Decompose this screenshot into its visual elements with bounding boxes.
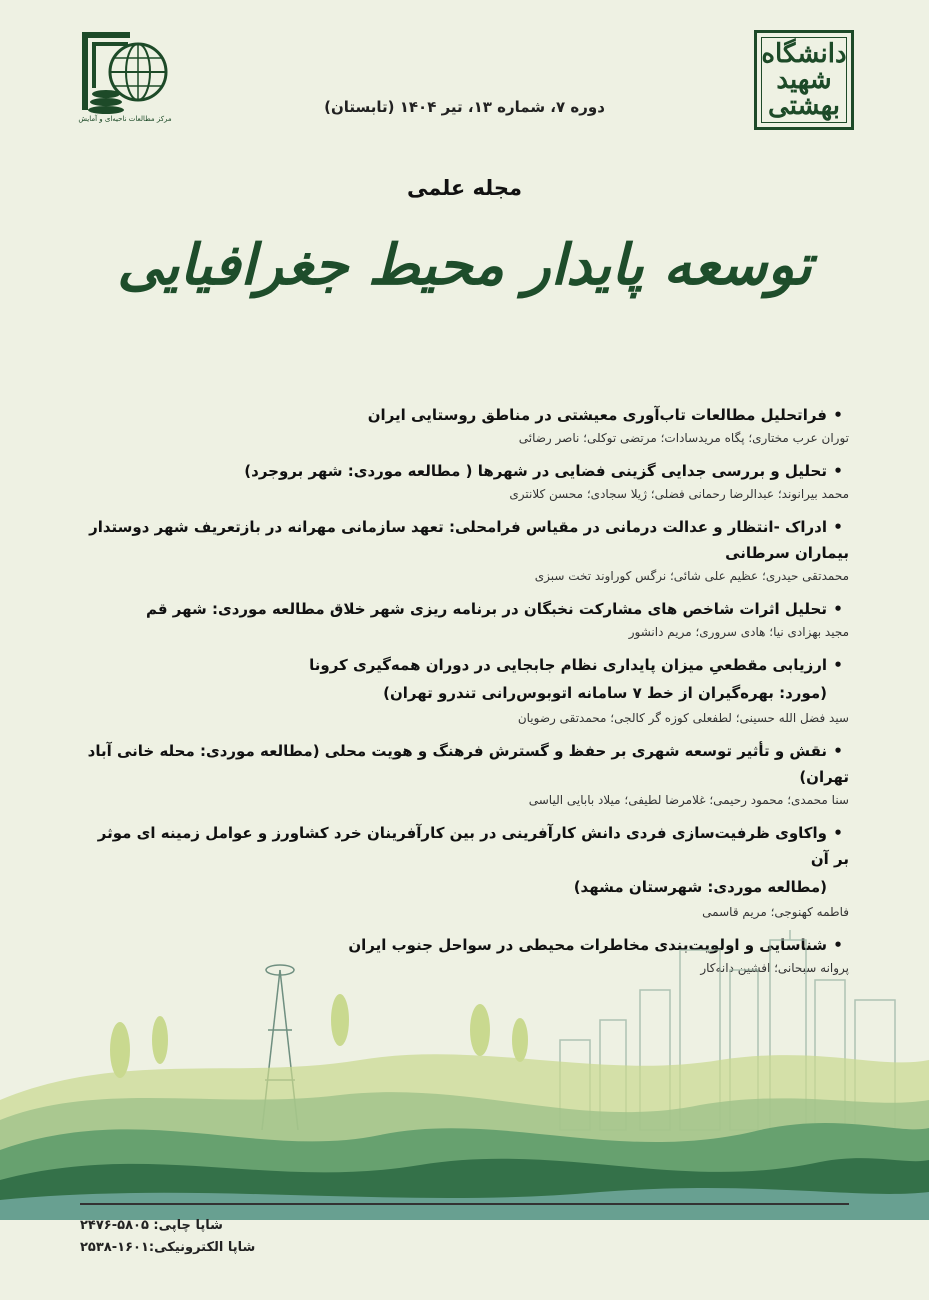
bullet-icon: • xyxy=(833,656,843,674)
article-authors: مجید بهزادی نیا؛ هادی سروری؛ مریم دانشور xyxy=(628,625,849,639)
article-title: •واکاوی ظرفیت‌سازی فردی دانش کارآفرینی در بین کارآفرینان خرد کشاورز و عوامل زمینه ای موثر بر آن xyxy=(79,820,849,872)
table-of-contents xyxy=(79,402,849,988)
article-title: •تحلیل اثرات شاخص های مشارکت نخبگان در برنامه ریزی شهر خلاق مطالعه موردی: شهر قم xyxy=(79,596,849,622)
article-title: •ادراک -انتظار و عدالت درمانی در مقیاس فرامحلی: تعهد سازمانی مهرانه در بازتعریف شهر دوستدار بیماران سرطانی xyxy=(79,514,849,566)
article-title: •ارزیابی مقطعیِ میزان پایداری نظام جابجایی در دوران همه‌گیری کرونا xyxy=(79,652,849,678)
bullet-icon: • xyxy=(833,406,843,424)
bullet-icon: • xyxy=(833,742,843,760)
electronic-issn: شاپا الکترونیکی:۱۶۰۱-۲۵۳۸ xyxy=(80,1240,256,1255)
bullet-icon: • xyxy=(833,518,843,536)
article-entry xyxy=(79,820,849,922)
article-authors: سنا محمدی؛ محمود رحیمی؛ غلامرضا لطیفی؛ میلاد بابایی الیاسی xyxy=(528,793,849,807)
issn-block xyxy=(80,1215,255,1259)
article-entry xyxy=(79,652,849,728)
article-entry xyxy=(79,738,849,810)
journal-title: توسعه پایدار محیط جغرافیایی xyxy=(117,232,812,298)
article-authors: فاطمه کهنوجی؛ مریم قاسمی xyxy=(702,905,849,919)
bullet-icon: • xyxy=(833,936,843,954)
logo-caption: مرکز مطالعات ناحیه‌ای و آمایش xyxy=(78,115,172,123)
print-issn: شاپا چاپی: ۵۸۰۵-۲۴۷۶ xyxy=(80,1218,223,1233)
footer-divider xyxy=(80,1203,849,1205)
article-title: •فراتحلیل مطالعات تاب‌آوری معیشتی در مناطق روستایی ایران xyxy=(79,402,849,428)
issue-info: دوره ۷، شماره ۱۳، تیر ۱۴۰۴ (تابستان) xyxy=(324,98,605,116)
article-subtitle: (مطالعه موردی: شهرستان مشهد) xyxy=(573,878,827,896)
bullet-icon: • xyxy=(833,824,843,842)
article-authors: محمد بیرانوند؛ عبدالرضا رحمانی فضلی؛ ژیلا سجادی؛ محسن کلانتری xyxy=(509,487,849,501)
article-authors: توران عرب مختاری؛ پگاه مریدسادات؛ مرتضی توکلی؛ ناصر رضائی xyxy=(518,431,849,445)
article-title: •شناسایی و اولویت‌بندی مخاطرات محیطی در سواحل جنوب ایران xyxy=(79,932,849,958)
article-authors: سید فضل الله حسینی؛ لطفعلی کوزه گر کالجی؛ محمدتقی رضویان xyxy=(517,711,849,725)
landscape-illustration xyxy=(0,930,929,1220)
article-authors: پروانه سبحانی؛ افشین دانه‌کار xyxy=(700,961,849,975)
article-subtitle: (مورد: بهره‌گیران از خط ۷ سامانه اتوبوس‌رانی تندرو تهران) xyxy=(383,684,827,702)
journal-type: مجله علمی xyxy=(407,176,522,200)
article-entry xyxy=(79,596,849,642)
article-title: •تحلیل و بررسی جدایی گزینی فضایی در شهرها ( مطالعه موردی: شهر بروجرد) xyxy=(79,458,849,484)
article-entry xyxy=(79,514,849,586)
article-entry xyxy=(79,402,849,448)
article-authors: محمدتقی حیدری؛ عظیم علی شائی؛ نرگس کوراوند تخت سبزی xyxy=(534,569,849,583)
article-entry xyxy=(79,458,849,504)
bullet-icon: • xyxy=(833,600,843,618)
bullet-icon: • xyxy=(833,462,843,480)
university-logo-text: دانشگاه شهید بهشتی xyxy=(761,39,847,121)
article-title: •نقش و تأثیر توسعه شهری بر حفظ و گسترش فرهنگ و هویت محلی (مطالعه موردی: محله خانی آباد تهران) xyxy=(79,738,849,790)
